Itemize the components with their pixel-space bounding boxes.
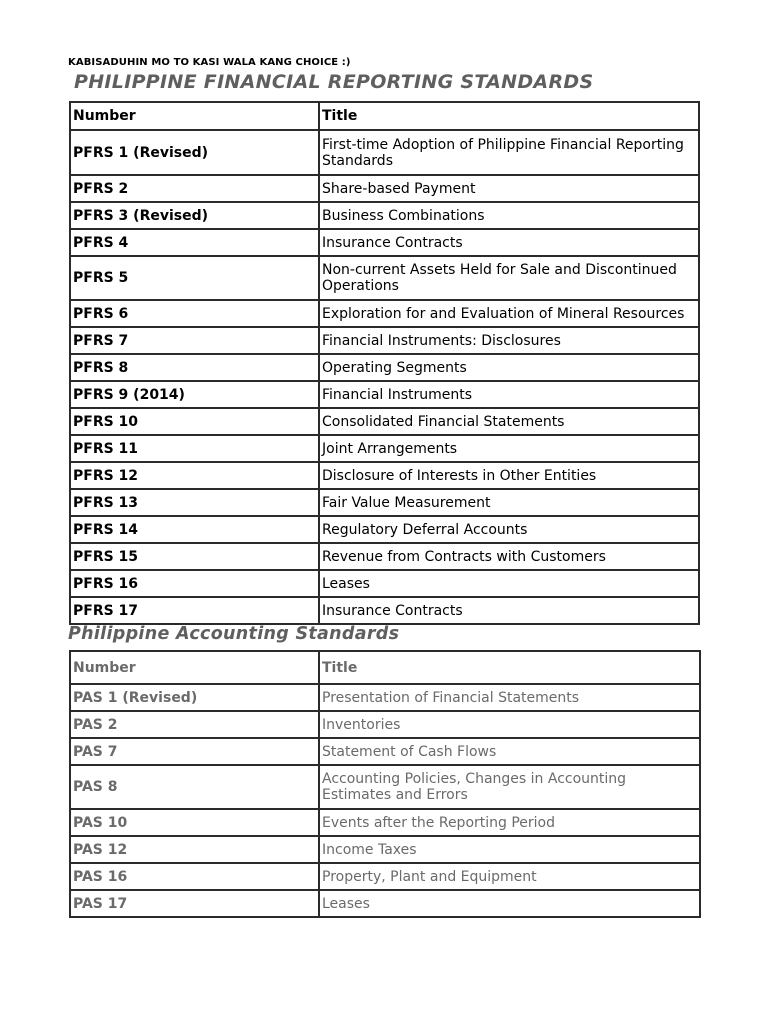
standard-title: Disclosure of Interests in Other Entities bbox=[319, 462, 699, 489]
pas-table bbox=[69, 650, 701, 918]
standard-number: PFRS 8 bbox=[70, 354, 319, 381]
standard-number: PFRS 7 bbox=[70, 327, 319, 354]
top-note: KABISADUHIN MO TO KASI WALA KANG CHOICE :) bbox=[68, 57, 351, 68]
table-row bbox=[70, 130, 699, 175]
standard-number: PAS 2 bbox=[70, 711, 319, 738]
standard-number: PAS 10 bbox=[70, 809, 319, 836]
table-row bbox=[70, 435, 699, 462]
standard-title: Accounting Policies, Changes in Accounting Estimates and Errors bbox=[319, 765, 700, 809]
standard-title: Inventories bbox=[319, 711, 700, 738]
table-row bbox=[70, 809, 700, 836]
standard-number: PFRS 10 bbox=[70, 408, 319, 435]
table-row bbox=[70, 202, 699, 229]
table-row bbox=[70, 836, 700, 863]
standard-title: Revenue from Contracts with Customers bbox=[319, 543, 699, 570]
standard-title: Statement of Cash Flows bbox=[319, 738, 700, 765]
standard-number: PAS 12 bbox=[70, 836, 319, 863]
standard-number: PAS 7 bbox=[70, 738, 319, 765]
standard-number: PFRS 13 bbox=[70, 489, 319, 516]
standard-title: Consolidated Financial Statements bbox=[319, 408, 699, 435]
standard-title: Income Taxes bbox=[319, 836, 700, 863]
standard-number: PAS 8 bbox=[70, 765, 319, 809]
table-row bbox=[70, 300, 699, 327]
standard-number: PAS 1 (Revised) bbox=[70, 684, 319, 711]
standard-number: PFRS 15 bbox=[70, 543, 319, 570]
pfrs-header-row bbox=[70, 102, 699, 130]
standard-number: PFRS 12 bbox=[70, 462, 319, 489]
table-row bbox=[70, 354, 699, 381]
table-row bbox=[70, 738, 700, 765]
table-row bbox=[70, 765, 700, 809]
standard-title: Insurance Contracts bbox=[319, 597, 699, 624]
pas-heading: Philippine Accounting Standards bbox=[68, 624, 400, 644]
header-number: Number bbox=[70, 651, 319, 684]
standard-title: Exploration for and Evaluation of Mineral Resources bbox=[319, 300, 699, 327]
header-number: Number bbox=[70, 102, 319, 130]
standard-title: Insurance Contracts bbox=[319, 229, 699, 256]
table-row bbox=[70, 256, 699, 300]
standard-number: PFRS 1 (Revised) bbox=[70, 130, 319, 175]
table-row bbox=[70, 543, 699, 570]
table-row bbox=[70, 570, 699, 597]
standard-number: PAS 17 bbox=[70, 890, 319, 917]
header-title: Title bbox=[319, 102, 699, 130]
standard-number: PFRS 17 bbox=[70, 597, 319, 624]
table-row bbox=[70, 516, 699, 543]
table-row bbox=[70, 489, 699, 516]
standard-number: PAS 16 bbox=[70, 863, 319, 890]
standard-title: Joint Arrangements bbox=[319, 435, 699, 462]
standard-number: PFRS 14 bbox=[70, 516, 319, 543]
standard-title: Events after the Reporting Period bbox=[319, 809, 700, 836]
pfrs-table bbox=[69, 101, 700, 625]
table-row bbox=[70, 890, 700, 917]
standard-title: Financial Instruments bbox=[319, 381, 699, 408]
standard-title: Regulatory Deferral Accounts bbox=[319, 516, 699, 543]
table-row bbox=[70, 408, 699, 435]
standard-number: PFRS 16 bbox=[70, 570, 319, 597]
standard-title: Financial Instruments: Disclosures bbox=[319, 327, 699, 354]
standard-title: Leases bbox=[319, 570, 699, 597]
standard-title: Fair Value Measurement bbox=[319, 489, 699, 516]
table-row bbox=[70, 863, 700, 890]
standard-title: Presentation of Financial Statements bbox=[319, 684, 700, 711]
table-row bbox=[70, 711, 700, 738]
standard-title: Operating Segments bbox=[319, 354, 699, 381]
standard-number: PFRS 4 bbox=[70, 229, 319, 256]
standard-title: First-time Adoption of Philippine Financial Reporting Standards bbox=[319, 130, 699, 175]
pas-header-row bbox=[70, 651, 700, 684]
table-row bbox=[70, 684, 700, 711]
table-row bbox=[70, 229, 699, 256]
standard-number: PFRS 2 bbox=[70, 175, 319, 202]
standard-number: PFRS 9 (2014) bbox=[70, 381, 319, 408]
header-title: Title bbox=[319, 651, 700, 684]
pfrs-heading: PHILIPPINE FINANCIAL REPORTING STANDARDS bbox=[74, 71, 594, 93]
standard-title: Business Combinations bbox=[319, 202, 699, 229]
standard-number: PFRS 5 bbox=[70, 256, 319, 300]
standard-number: PFRS 6 bbox=[70, 300, 319, 327]
standard-title: Non-current Assets Held for Sale and Discontinued Operations bbox=[319, 256, 699, 300]
standard-title: Share-based Payment bbox=[319, 175, 699, 202]
standard-title: Leases bbox=[319, 890, 700, 917]
standard-title: Property, Plant and Equipment bbox=[319, 863, 700, 890]
standard-number: PFRS 3 (Revised) bbox=[70, 202, 319, 229]
table-row bbox=[70, 381, 699, 408]
standard-number: PFRS 11 bbox=[70, 435, 319, 462]
table-row bbox=[70, 462, 699, 489]
table-row bbox=[70, 327, 699, 354]
table-row bbox=[70, 175, 699, 202]
table-row bbox=[70, 597, 699, 624]
